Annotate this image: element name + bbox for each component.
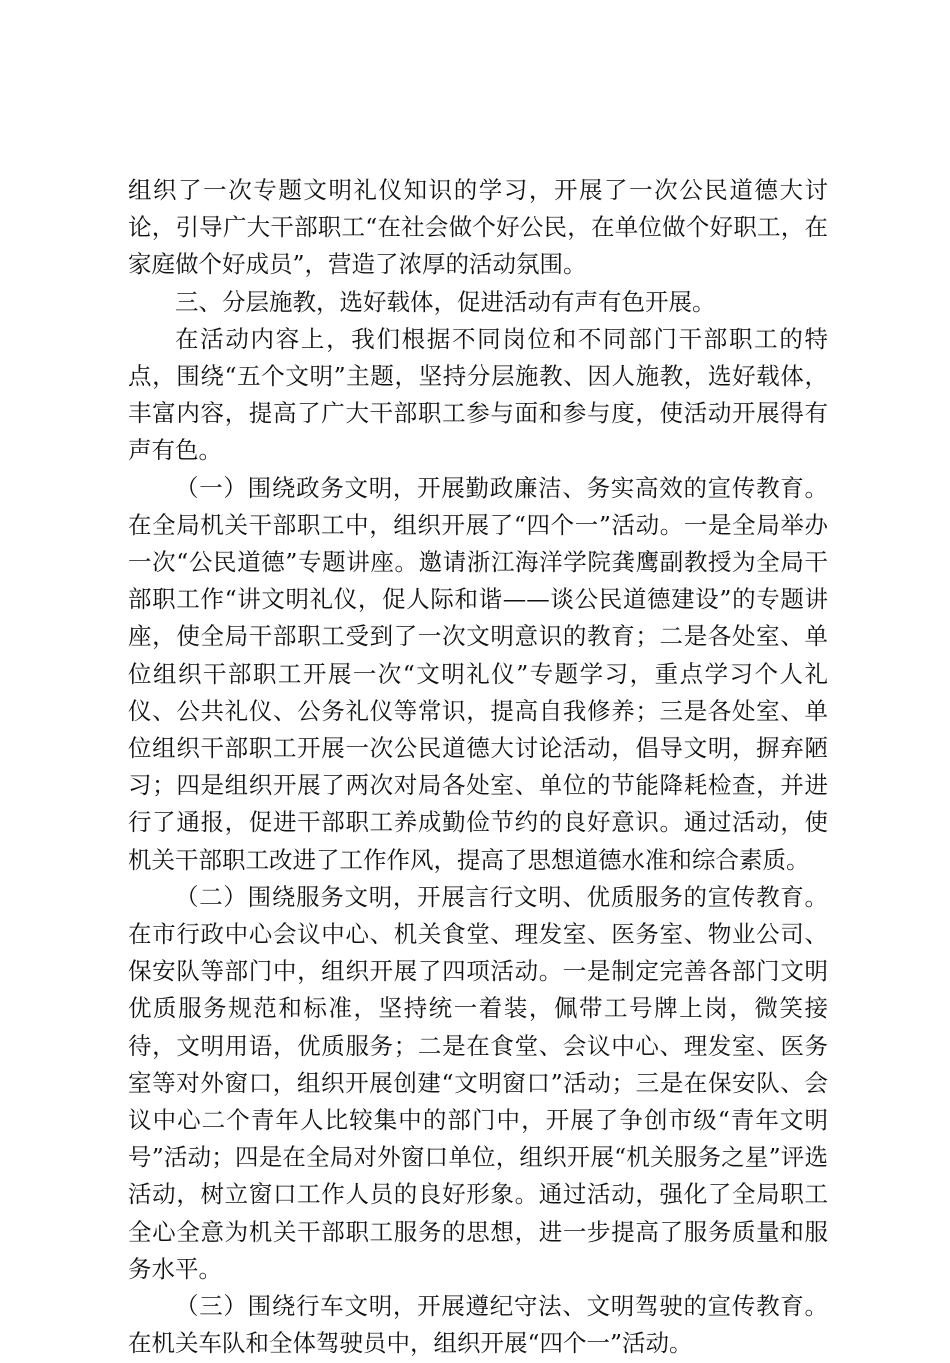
paragraph-activity-content: 在活动内容上，我们根据不同岗位和不同部门干部职工的特点，围绕“五个文明”主题，坚持分层施教、因人施教，选好载体，丰富内容，提高了广大干部职工参与面和参与度，使活动开展得有声有色。 [128, 324, 828, 465]
paragraph-government-civility: （一）围绕政务文明，开展勤政廉洁、务实高效的宣传教育。在全局机关干部职工中，组织开展了“四个一”活动。一是全局举办一次“公民道德”专题讲座。邀请浙江海洋学院龚鹰副教授为全局干部职工作“讲文明礼仪，促人际和谐——谈公民道德建设”的专题讲座，使全局干部职工受到了一次文明意识的教育；二是各处室、单位组织干部职工开展一次“文明礼仪”专题学习，重点学习个人礼仪、公共礼仪、公务礼仪等常识，提高自我修养；三是各处室、单位组织干部职工开展一次公民道德大讨论活动，倡导文明，摒弃陋习；四是组织开展了两次对局各处室、单位的节能降耗检查，并进行了通报，促进干部职工养成勤俭节约的良好意识。通过活动，使机关干部职工改进了工作作风，提高了思想道德水准和综合素质。 [128, 473, 828, 874]
paragraph-service-civility: （二）围绕服务文明，开展言行文明、优质服务的宣传教育。在市行政中心会议中心、机关食堂、理发室、医务室、物业公司、保安队等部门中，组织开展了四项活动。一是制定完善各部门文明优质服务规范和标准，坚持统一着装，佩带工号牌上岗，微笑接待，文明用语，优质服务；二是在食堂、会议中心、理发室、医务室等对外窗口，组织开展创建“文明窗口”活动；三是在保安队、会议中心二个青年人比较集中的部门中，开展了争创市级“青年文明号”活动；四是在全局对外窗口单位，组织开展“机关服务之星”评选活动，树立窗口工作人员的良好形象。通过活动，强化了全局职工全心全意为机关干部职工服务的思想，进一步提高了服务质量和服务水平。 [128, 882, 828, 1283]
section-heading-three: 三、分层施教，选好载体，促进活动有声有色开展。 [175, 287, 716, 316]
paragraph-continuation: 组织了一次专题文明礼仪知识的学习，开展了一次公民道德大讨论，引导广大干部职工“在社会做个好公民，在单位做个好职工，在家庭做个好成员”，营造了浓厚的活动氛围。 [128, 176, 828, 279]
document-body [128, 172, 828, 1363]
paragraph-driving-civility: （三）围绕行车文明，开展遵纪守法、文明驾驶的宣传教育。在机关车队和全体驾驶员中，组织开展“四个一”活动。 [128, 1292, 828, 1358]
